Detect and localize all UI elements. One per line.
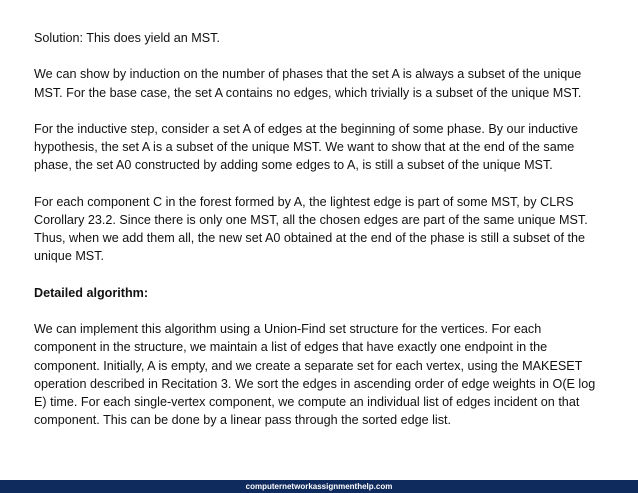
detailed-algorithm-heading: Detailed algorithm: [34, 285, 149, 300]
footer-bar [0, 480, 638, 493]
component-paragraph: For each component C in the forest formed by A, the lightest edge is part of some MST, by CLRS Corollary 23.2. Since there is only one MST, all the chosen edges are part of the same unique MST. Thus, when we add them all, the new set A0 obtained at the end of the phase is still a subset of the unique MST. [34, 194, 588, 264]
slide-body [34, 29, 604, 448]
footer-url[interactable]: computernetworkassignmenthelp.com [245, 482, 393, 491]
induction-paragraph: We can show by induction on the number of phases that the set A is always a subset of the unique MST. For the base case, the set A contains no edges, which trivially is a subset of the unique MST. [34, 67, 582, 100]
algorithm-paragraph: We can implement this algorithm using a Union-Find set structure for the vertices. For each component in the structure, we maintain a list of edges that have exactly one endpoint in the component. Initially, A is empty, and we create a separate set for each vertex, using the MAKESET operation described in Recitation 3. We sort the edges in ascending order of edge weights in O(E log E) time. For each single-vertex component, we compute an individual list of edges incident on that component. This can be done by a linear pass through the sorted edge list. [34, 322, 596, 428]
inductive-step-paragraph: For the inductive step, consider a set A of edges at the beginning of some phase. By our inductive hypothesis, the set A is a subset of the unique MST. We want to show that at the end of the same phase, the set A0 constructed by adding some edges to A, is still a subset of the unique MST. [34, 121, 578, 173]
solution-line: Solution: This does yield an MST. [34, 31, 220, 45]
